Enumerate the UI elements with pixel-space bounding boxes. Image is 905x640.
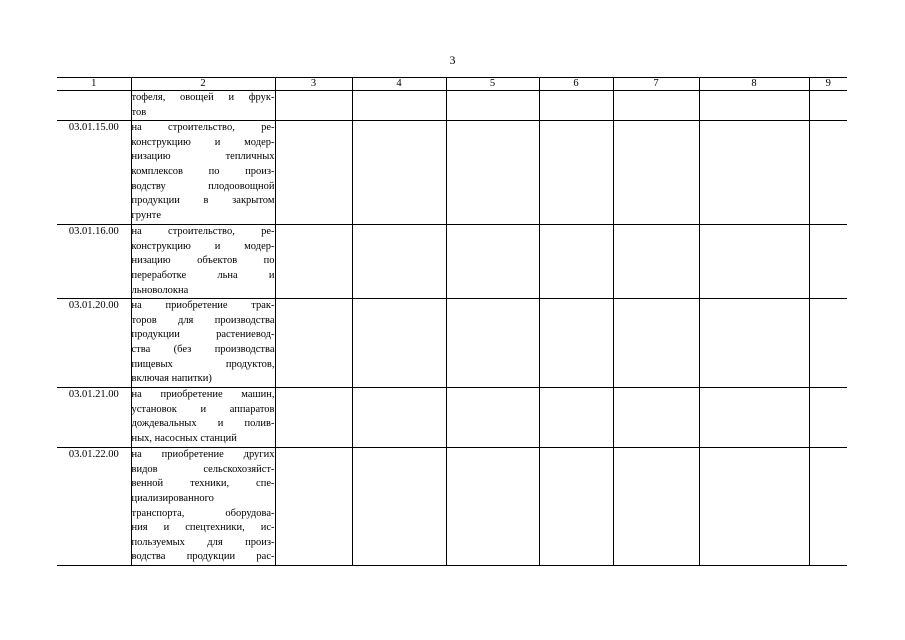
description-line: тов — [131, 106, 147, 118]
table-row — [57, 448, 847, 566]
description-line: грунте — [131, 209, 162, 221]
empty-cell-col-5 — [446, 388, 539, 448]
empty-cell-col-4 — [352, 448, 446, 566]
empty-cell-col-6 — [539, 388, 613, 448]
empty-cell-col-3 — [275, 225, 352, 299]
description-line: конструкцию и модер- — [131, 136, 275, 148]
empty-cell-col-8 — [699, 388, 809, 448]
row-description — [131, 388, 275, 448]
description-line: транспорта, оборудова- — [131, 507, 275, 519]
row-code: 03.01.21.00 — [57, 388, 131, 448]
column-header-1: 1 — [57, 78, 131, 91]
description-line: видов сельскохозяйст- — [131, 463, 275, 475]
table-body — [57, 91, 847, 566]
description-line: водства продукции рас- — [131, 551, 275, 563]
empty-cell-col-3 — [275, 91, 352, 121]
description-line: льноволокна — [131, 284, 189, 296]
description-line: продукции растениевод- — [131, 329, 275, 341]
row-description — [131, 448, 275, 566]
description-line: ства (без производства — [131, 343, 275, 355]
table-row — [57, 299, 847, 388]
empty-cell-col-5 — [446, 299, 539, 388]
empty-cell-col-5 — [446, 225, 539, 299]
description-line: венной техники, спе- — [131, 478, 275, 490]
description-line: на строительство, ре- — [131, 122, 275, 134]
empty-cell-col-9 — [809, 448, 847, 566]
empty-cell-col-8 — [699, 91, 809, 121]
empty-cell-col-9 — [809, 225, 847, 299]
empty-cell-col-4 — [352, 388, 446, 448]
description-line: на приобретение трак- — [131, 300, 275, 312]
empty-cell-col-5 — [446, 448, 539, 566]
description-line: на строительство, ре- — [131, 226, 275, 238]
column-header-9: 9 — [809, 78, 847, 91]
row-code: 03.01.16.00 — [57, 225, 131, 299]
empty-cell-col-5 — [446, 91, 539, 121]
row-code — [57, 91, 131, 121]
empty-cell-col-7 — [613, 225, 699, 299]
description-line: низацию тепличных — [131, 151, 275, 163]
row-description — [131, 121, 275, 225]
column-header-5: 5 — [446, 78, 539, 91]
empty-cell-col-3 — [275, 121, 352, 225]
description-line: на приобретение других — [131, 449, 275, 461]
description-line: на приобретение машин, — [131, 389, 275, 401]
description-line: конструкцию и модер- — [131, 240, 275, 252]
empty-cell-col-4 — [352, 299, 446, 388]
empty-cell-col-6 — [539, 225, 613, 299]
empty-cell-col-8 — [699, 225, 809, 299]
empty-cell-col-5 — [446, 121, 539, 225]
empty-cell-col-3 — [275, 448, 352, 566]
empty-cell-col-8 — [699, 299, 809, 388]
description-line: водству плодоовощной — [131, 180, 275, 192]
header-row — [57, 78, 847, 91]
empty-cell-col-9 — [809, 388, 847, 448]
empty-cell-col-7 — [613, 299, 699, 388]
table-row — [57, 91, 847, 121]
row-code: 03.01.20.00 — [57, 299, 131, 388]
empty-cell-col-6 — [539, 91, 613, 121]
empty-cell-col-7 — [613, 388, 699, 448]
empty-cell-col-9 — [809, 121, 847, 225]
description-line: пользуемых для произ- — [131, 536, 275, 548]
empty-cell-col-9 — [809, 299, 847, 388]
description-line: тофеля, овощей и фрук- — [131, 92, 275, 103]
empty-cell-col-7 — [613, 448, 699, 566]
description-line: включая напитки) — [131, 373, 212, 385]
row-description — [131, 91, 275, 121]
empty-cell-col-4 — [352, 225, 446, 299]
table-row — [57, 225, 847, 299]
column-header-4: 4 — [352, 78, 446, 91]
empty-cell-col-8 — [699, 121, 809, 225]
description-line: торов для производства — [131, 314, 275, 326]
description-line: переработке льна и — [131, 269, 275, 281]
empty-cell-col-3 — [275, 299, 352, 388]
empty-cell-col-3 — [275, 388, 352, 448]
description-line: ния и спецтехники, ис- — [131, 522, 275, 534]
page-number: 3 — [449, 53, 456, 67]
empty-cell-col-8 — [699, 448, 809, 566]
empty-cell-col-9 — [809, 91, 847, 121]
empty-cell-col-6 — [539, 121, 613, 225]
description-line: пищевых продуктов, — [131, 358, 275, 370]
description-line: установок и аппаратов — [131, 403, 275, 415]
document-table — [57, 77, 847, 566]
description-line: циализированного — [131, 492, 214, 504]
row-description — [131, 225, 275, 299]
column-header-8: 8 — [699, 78, 809, 91]
description-line: ных, насосных станций — [131, 432, 237, 444]
empty-cell-col-4 — [352, 91, 446, 121]
column-header-6: 6 — [539, 78, 613, 91]
empty-cell-col-7 — [613, 121, 699, 225]
row-code: 03.01.15.00 — [57, 121, 131, 225]
table-header — [57, 78, 847, 91]
empty-cell-col-6 — [539, 448, 613, 566]
empty-cell-col-7 — [613, 91, 699, 121]
row-description — [131, 299, 275, 388]
description-line: низацию объектов по — [131, 255, 275, 267]
table-row — [57, 121, 847, 225]
row-code: 03.01.22.00 — [57, 448, 131, 566]
column-header-3: 3 — [275, 78, 352, 91]
description-line: продукции в закрытом — [131, 195, 275, 207]
table-row — [57, 388, 847, 448]
empty-cell-col-6 — [539, 299, 613, 388]
column-header-7: 7 — [613, 78, 699, 91]
empty-cell-col-4 — [352, 121, 446, 225]
column-header-2: 2 — [131, 78, 275, 91]
description-line: комплексов по произ- — [131, 165, 275, 177]
description-line: дождевальных и полив- — [131, 418, 275, 430]
